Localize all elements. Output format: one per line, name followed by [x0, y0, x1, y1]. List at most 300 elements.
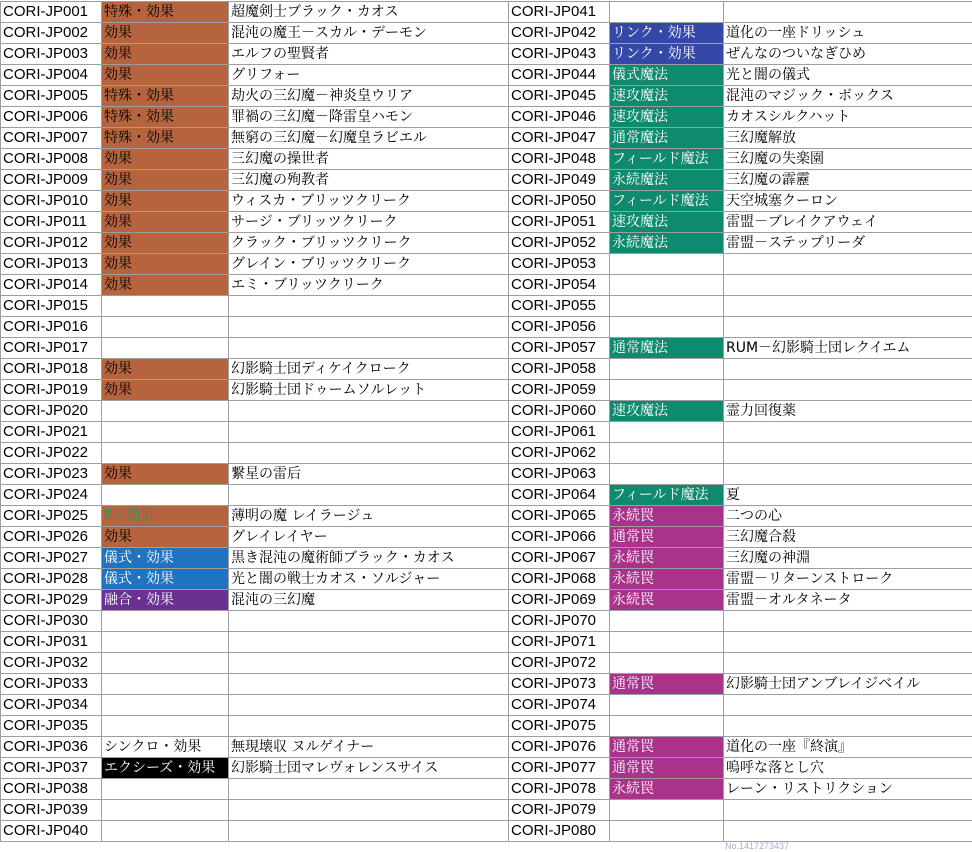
card-name-cell[interactable]: [724, 653, 972, 674]
card-code-cell[interactable]: CORI-JP053: [509, 254, 610, 275]
card-code-cell[interactable]: CORI-JP065: [509, 506, 610, 527]
card-code-cell[interactable]: CORI-JP061: [509, 422, 610, 443]
card-code-cell[interactable]: CORI-JP041: [509, 2, 610, 23]
card-code-cell[interactable]: CORI-JP009: [1, 170, 102, 191]
card-type-cell[interactable]: 特殊・効果: [102, 2, 229, 23]
card-name-cell[interactable]: 超魔剣士ブラック・カオス: [229, 2, 509, 23]
card-code-cell[interactable]: CORI-JP080: [509, 821, 610, 842]
card-type-cell[interactable]: [102, 485, 229, 506]
card-name-cell[interactable]: 三幻魔合殺: [724, 527, 972, 548]
card-name-cell[interactable]: [229, 443, 509, 464]
card-type-cell[interactable]: [610, 422, 724, 443]
card-code-cell[interactable]: CORI-JP024: [1, 485, 102, 506]
card-code-cell[interactable]: CORI-JP015: [1, 296, 102, 317]
card-type-cell[interactable]: [610, 254, 724, 275]
card-code-cell[interactable]: CORI-JP031: [1, 632, 102, 653]
card-type-cell[interactable]: [610, 275, 724, 296]
card-name-cell[interactable]: [229, 779, 509, 800]
table-row: [1, 86, 509, 107]
card-code-cell[interactable]: CORI-JP064: [509, 485, 610, 506]
card-type-cell[interactable]: [610, 296, 724, 317]
card-name-cell[interactable]: 幻影騎士団ディケイクローク: [229, 359, 509, 380]
card-name-cell[interactable]: 光と闇の儀式: [724, 65, 972, 86]
card-type-cell[interactable]: 効果: [102, 464, 229, 485]
card-type-cell[interactable]: 効果: [102, 380, 229, 401]
card-code-cell[interactable]: CORI-JP045: [509, 86, 610, 107]
card-name-cell[interactable]: [724, 611, 972, 632]
card-name-cell[interactable]: 混沌のマジック・ボックス: [724, 86, 972, 107]
card-name-cell[interactable]: 無現壊収 ヌルゲイナー: [229, 737, 509, 758]
card-type-cell[interactable]: [610, 716, 724, 737]
card-code-cell[interactable]: CORI-JP023: [1, 464, 102, 485]
card-name-cell[interactable]: [229, 632, 509, 653]
card-type-cell[interactable]: 効果: [102, 149, 229, 170]
card-type-cell[interactable]: フィールド魔法: [610, 149, 724, 170]
card-code-cell[interactable]: CORI-JP040: [1, 821, 102, 842]
card-name-cell[interactable]: [229, 338, 509, 359]
card-name-cell[interactable]: [724, 2, 972, 23]
card-name-cell[interactable]: 幻影騎士団ドゥームソルレット: [229, 380, 509, 401]
card-name-cell[interactable]: 三幻魔の神淵: [724, 548, 972, 569]
card-type-cell[interactable]: 通常罠: [610, 674, 724, 695]
card-type-cell[interactable]: 永続魔法: [610, 170, 724, 191]
card-name-cell[interactable]: [229, 422, 509, 443]
card-type-cell[interactable]: [102, 422, 229, 443]
card-type-cell[interactable]: リンク・効果: [610, 23, 724, 44]
table-row: [1, 758, 509, 779]
table-row: [1, 800, 509, 821]
card-code-cell[interactable]: CORI-JP058: [509, 359, 610, 380]
card-code-cell[interactable]: CORI-JP025: [1, 506, 102, 527]
card-code-cell[interactable]: CORI-JP072: [509, 653, 610, 674]
card-name-cell[interactable]: [724, 821, 972, 842]
card-name-cell[interactable]: 二つの心: [724, 506, 972, 527]
card-type-cell[interactable]: [610, 443, 724, 464]
card-code-cell[interactable]: CORI-JP032: [1, 653, 102, 674]
card-name-cell[interactable]: 嗚呼な落とし穴: [724, 758, 972, 779]
table-row: [509, 212, 972, 233]
card-name-cell[interactable]: 道化の一座ドリッシュ: [724, 23, 972, 44]
card-code-cell[interactable]: CORI-JP047: [509, 128, 610, 149]
card-code-cell[interactable]: CORI-JP049: [509, 170, 610, 191]
card-name-cell[interactable]: [724, 695, 972, 716]
card-name-cell[interactable]: [229, 716, 509, 737]
card-type-cell[interactable]: リンク・効果: [610, 44, 724, 65]
card-code-cell[interactable]: CORI-JP028: [1, 569, 102, 590]
table-row: [1, 443, 509, 464]
card-type-cell[interactable]: [102, 317, 229, 338]
watermark: No.1417273437: [725, 841, 790, 851]
card-code-cell[interactable]: CORI-JP017: [1, 338, 102, 359]
card-code-cell[interactable]: CORI-JP076: [509, 737, 610, 758]
card-name-cell[interactable]: RUM－幻影騎士団レクイエム: [724, 338, 972, 359]
card-name-cell[interactable]: 三幻魔解放: [724, 128, 972, 149]
card-type-cell[interactable]: [610, 2, 724, 23]
card-name-cell[interactable]: レーン・リストリクション: [724, 779, 972, 800]
card-name-cell[interactable]: [724, 422, 972, 443]
table-row: [1, 401, 509, 422]
card-type-cell[interactable]: [102, 443, 229, 464]
table-row: [1, 674, 509, 695]
card-table-left: [0, 1, 509, 842]
card-type-cell[interactable]: 効果: [102, 44, 229, 65]
card-code-cell[interactable]: CORI-JP039: [1, 800, 102, 821]
card-type-cell[interactable]: 効果: [102, 275, 229, 296]
card-type-cell[interactable]: 永続罠: [610, 506, 724, 527]
card-type-cell[interactable]: 永続罠: [610, 590, 724, 611]
card-type-cell[interactable]: [610, 359, 724, 380]
card-code-cell[interactable]: CORI-JP079: [509, 800, 610, 821]
card-name-cell[interactable]: 黒き混沌の魔術師ブラック・カオス: [229, 548, 509, 569]
card-name-cell[interactable]: [229, 653, 509, 674]
card-type-cell[interactable]: [102, 632, 229, 653]
card-type-cell[interactable]: 速攻魔法: [610, 107, 724, 128]
card-code-cell[interactable]: CORI-JP021: [1, 422, 102, 443]
card-type-cell[interactable]: フィールド魔法: [610, 485, 724, 506]
table-row: [509, 695, 972, 716]
card-type-cell[interactable]: [102, 611, 229, 632]
card-name-cell[interactable]: ウィスカ・ブリッツクリーク: [229, 191, 509, 212]
card-name-cell[interactable]: 無窮の三幻魔－幻魔皇ラビエル: [229, 128, 509, 149]
card-name-cell[interactable]: [724, 443, 972, 464]
card-type-cell[interactable]: 効果: [102, 233, 229, 254]
table-row: [1, 590, 509, 611]
card-type-cell[interactable]: [610, 380, 724, 401]
table-row: [509, 233, 972, 254]
card-name-cell[interactable]: 幻影騎士団アンブレイジベイル: [724, 674, 972, 695]
table-row: [1, 821, 509, 842]
card-name-cell[interactable]: [724, 317, 972, 338]
card-code-cell[interactable]: CORI-JP075: [509, 716, 610, 737]
card-code-cell[interactable]: CORI-JP002: [1, 23, 102, 44]
table-row: [509, 65, 972, 86]
card-name-cell[interactable]: 三幻魔の失楽園: [724, 149, 972, 170]
card-code-cell[interactable]: CORI-JP068: [509, 569, 610, 590]
card-code-cell[interactable]: CORI-JP022: [1, 443, 102, 464]
card-type-cell[interactable]: 通常魔法: [610, 338, 724, 359]
card-code-cell[interactable]: CORI-JP013: [1, 254, 102, 275]
table-row: [509, 380, 972, 401]
card-name-cell[interactable]: [724, 632, 972, 653]
card-code-cell[interactable]: CORI-JP071: [509, 632, 610, 653]
table-row: [1, 23, 509, 44]
card-code-cell[interactable]: CORI-JP073: [509, 674, 610, 695]
card-name-cell[interactable]: 繋星の雷后: [229, 464, 509, 485]
table-row: [1, 191, 509, 212]
card-type-cell[interactable]: [610, 632, 724, 653]
card-code-cell[interactable]: CORI-JP044: [509, 65, 610, 86]
card-type-cell[interactable]: 効果: [102, 527, 229, 548]
card-code-cell[interactable]: CORI-JP063: [509, 464, 610, 485]
card-name-cell[interactable]: 罪禍の三幻魔－降雷皇ハモン: [229, 107, 509, 128]
card-type-cell[interactable]: 通常罠: [610, 737, 724, 758]
table-row: [1, 464, 509, 485]
card-name-cell[interactable]: [724, 296, 972, 317]
card-type-cell[interactable]: 効果: [102, 254, 229, 275]
card-name-cell[interactable]: カオスシルクハット: [724, 107, 972, 128]
card-type-cell[interactable]: 効果: [102, 191, 229, 212]
card-name-cell[interactable]: 雷盟－ステップリーダ: [724, 233, 972, 254]
card-code-cell[interactable]: CORI-JP077: [509, 758, 610, 779]
card-name-cell[interactable]: 混沌の三幻魔: [229, 590, 509, 611]
card-code-cell[interactable]: CORI-JP046: [509, 107, 610, 128]
card-type-cell[interactable]: 効果: [102, 359, 229, 380]
card-code-cell[interactable]: CORI-JP018: [1, 359, 102, 380]
card-name-cell[interactable]: エルフの聖賢者: [229, 44, 509, 65]
card-type-cell[interactable]: 速攻魔法: [610, 86, 724, 107]
card-code-cell[interactable]: CORI-JP010: [1, 191, 102, 212]
card-name-cell[interactable]: 夏: [724, 485, 972, 506]
card-type-cell[interactable]: [102, 338, 229, 359]
card-code-cell[interactable]: CORI-JP060: [509, 401, 610, 422]
table-row: [1, 695, 509, 716]
card-name-cell[interactable]: 幻影騎士団マレヴォレンスサイス: [229, 758, 509, 779]
table-row: [509, 485, 972, 506]
card-type-cell[interactable]: [610, 611, 724, 632]
table-row: [509, 716, 972, 737]
table-row: [509, 674, 972, 695]
card-type-cell[interactable]: [102, 821, 229, 842]
card-code-cell[interactable]: CORI-JP034: [1, 695, 102, 716]
table-row: [1, 44, 509, 65]
card-type-cell[interactable]: 速攻魔法: [610, 401, 724, 422]
card-type-cell[interactable]: 効果: [102, 212, 229, 233]
card-type-cell[interactable]: [610, 317, 724, 338]
card-name-cell[interactable]: 三幻魔の操世者: [229, 149, 509, 170]
card-type-cell[interactable]: 永続罠: [610, 779, 724, 800]
card-name-cell[interactable]: [724, 464, 972, 485]
card-type-cell[interactable]: 儀式魔法: [610, 65, 724, 86]
card-name-cell[interactable]: 雷盟－リターンストローク: [724, 569, 972, 590]
table-row: [509, 2, 972, 23]
card-name-cell[interactable]: [724, 800, 972, 821]
card-type-cell[interactable]: [610, 695, 724, 716]
card-name-cell[interactable]: 雷盟－オルタネータ: [724, 590, 972, 611]
table-row: [509, 170, 972, 191]
card-code-cell[interactable]: CORI-JP038: [1, 779, 102, 800]
card-name-cell[interactable]: [229, 485, 509, 506]
card-type-cell[interactable]: 通常罠: [610, 527, 724, 548]
card-name-cell[interactable]: 混沌の魔王－スカル・デーモン: [229, 23, 509, 44]
card-type-cell[interactable]: [610, 464, 724, 485]
card-name-cell[interactable]: 道化の一座『終演』: [724, 737, 972, 758]
card-name-cell[interactable]: [229, 401, 509, 422]
table-row: [509, 590, 972, 611]
table-row: [1, 380, 509, 401]
card-code-cell[interactable]: CORI-JP037: [1, 758, 102, 779]
card-type-cell[interactable]: [610, 800, 724, 821]
table-row: [509, 107, 972, 128]
table-row: [1, 506, 509, 527]
card-code-cell[interactable]: CORI-JP048: [509, 149, 610, 170]
card-name-cell[interactable]: 光と闇の戦士カオス・ソルジャー: [229, 569, 509, 590]
card-code-cell[interactable]: CORI-JP030: [1, 611, 102, 632]
card-name-cell[interactable]: [724, 359, 972, 380]
card-name-cell[interactable]: [229, 296, 509, 317]
card-code-cell[interactable]: CORI-JP033: [1, 674, 102, 695]
card-type-cell[interactable]: 儀式・効果: [102, 569, 229, 590]
table-row: [1, 128, 509, 149]
table-row: [1, 65, 509, 86]
table-row: [1, 569, 509, 590]
card-code-cell[interactable]: CORI-JP062: [509, 443, 610, 464]
card-name-cell[interactable]: 劫火の三幻魔－神炎皇ウリア: [229, 86, 509, 107]
card-type-cell[interactable]: 通常魔法: [610, 128, 724, 149]
table-row: [509, 86, 972, 107]
table-row: [509, 779, 972, 800]
card-type-cell[interactable]: [102, 401, 229, 422]
table-row: [1, 233, 509, 254]
card-code-cell[interactable]: CORI-JP035: [1, 716, 102, 737]
table-row: [1, 2, 509, 23]
card-name-cell[interactable]: 薄明の魔 レイラージュ: [229, 506, 509, 527]
table-row: [1, 149, 509, 170]
card-code-cell[interactable]: CORI-JP067: [509, 548, 610, 569]
card-code-cell[interactable]: CORI-JP057: [509, 338, 610, 359]
card-name-cell[interactable]: [724, 254, 972, 275]
card-code-cell[interactable]: CORI-JP011: [1, 212, 102, 233]
table-row: [509, 44, 972, 65]
card-type-cell[interactable]: 通常罠: [610, 758, 724, 779]
card-code-cell[interactable]: CORI-JP007: [1, 128, 102, 149]
card-name-cell[interactable]: 霊力回復薬: [724, 401, 972, 422]
card-name-cell[interactable]: エミ・ブリッツクリーク: [229, 275, 509, 296]
card-code-cell[interactable]: CORI-JP050: [509, 191, 610, 212]
card-code-cell[interactable]: CORI-JP036: [1, 737, 102, 758]
card-type-cell[interactable]: 特殊・効果: [102, 86, 229, 107]
table-row: [509, 359, 972, 380]
table-row: [1, 611, 509, 632]
card-type-cell[interactable]: 儀式・効果: [102, 548, 229, 569]
card-code-cell[interactable]: CORI-JP016: [1, 317, 102, 338]
card-name-cell[interactable]: [724, 275, 972, 296]
card-type-cell[interactable]: 永続魔法: [610, 233, 724, 254]
card-type-cell[interactable]: [102, 674, 229, 695]
card-name-cell[interactable]: 三幻魔の霹靂: [724, 170, 972, 191]
card-code-cell[interactable]: CORI-JP043: [509, 44, 610, 65]
card-name-cell[interactable]: グレイン・ブリッツクリーク: [229, 254, 509, 275]
card-name-cell[interactable]: 天空城塞クーロン: [724, 191, 972, 212]
card-code-cell[interactable]: CORI-JP006: [1, 107, 102, 128]
table-row: [509, 632, 972, 653]
card-type-cell[interactable]: P・効果: [102, 506, 229, 527]
card-type-cell[interactable]: 永続罠: [610, 548, 724, 569]
card-type-cell[interactable]: 速攻魔法: [610, 212, 724, 233]
table-row: [509, 569, 972, 590]
table-row: [1, 485, 509, 506]
card-type-cell[interactable]: シンクロ・効果: [102, 737, 229, 758]
card-name-cell[interactable]: [229, 821, 509, 842]
card-type-cell[interactable]: 効果: [102, 23, 229, 44]
card-type-cell[interactable]: 効果: [102, 65, 229, 86]
table-row: [509, 611, 972, 632]
card-name-cell[interactable]: [229, 695, 509, 716]
table-row: [1, 359, 509, 380]
card-code-cell[interactable]: CORI-JP054: [509, 275, 610, 296]
card-code-cell[interactable]: CORI-JP042: [509, 23, 610, 44]
card-code-cell[interactable]: CORI-JP051: [509, 212, 610, 233]
card-code-cell[interactable]: CORI-JP078: [509, 779, 610, 800]
card-code-cell[interactable]: CORI-JP001: [1, 2, 102, 23]
card-code-cell[interactable]: CORI-JP004: [1, 65, 102, 86]
card-type-cell[interactable]: フィールド魔法: [610, 191, 724, 212]
card-type-cell[interactable]: 効果: [102, 170, 229, 191]
card-code-cell[interactable]: CORI-JP066: [509, 527, 610, 548]
card-code-cell[interactable]: CORI-JP056: [509, 317, 610, 338]
table-row: [1, 170, 509, 191]
table-row: [1, 422, 509, 443]
table-row: [1, 275, 509, 296]
table-row: [509, 338, 972, 359]
table-row: [509, 296, 972, 317]
card-name-cell[interactable]: クラック・ブリッツクリーク: [229, 233, 509, 254]
card-code-cell[interactable]: CORI-JP029: [1, 590, 102, 611]
card-name-cell[interactable]: ぜんなのついなぎひめ: [724, 44, 972, 65]
card-type-cell[interactable]: 特殊・効果: [102, 107, 229, 128]
card-code-cell[interactable]: CORI-JP019: [1, 380, 102, 401]
table-row: [1, 296, 509, 317]
card-code-cell[interactable]: CORI-JP020: [1, 401, 102, 422]
table-row: [509, 548, 972, 569]
card-type-cell[interactable]: 特殊・効果: [102, 128, 229, 149]
card-code-cell[interactable]: CORI-JP026: [1, 527, 102, 548]
card-name-cell[interactable]: グリフォー: [229, 65, 509, 86]
card-type-cell[interactable]: [102, 695, 229, 716]
card-type-cell[interactable]: [610, 653, 724, 674]
card-code-cell[interactable]: CORI-JP074: [509, 695, 610, 716]
card-name-cell[interactable]: [229, 674, 509, 695]
card-type-cell[interactable]: [102, 779, 229, 800]
table-row: [509, 275, 972, 296]
card-name-cell[interactable]: サージ・ブリッツクリーク: [229, 212, 509, 233]
card-type-cell[interactable]: 融合・効果: [102, 590, 229, 611]
card-name-cell[interactable]: 雷盟－ブレイクアウェイ: [724, 212, 972, 233]
card-code-cell[interactable]: CORI-JP003: [1, 44, 102, 65]
card-name-cell[interactable]: [229, 800, 509, 821]
table-row: [509, 149, 972, 170]
card-code-cell[interactable]: CORI-JP012: [1, 233, 102, 254]
card-type-cell[interactable]: [102, 800, 229, 821]
card-code-cell[interactable]: CORI-JP059: [509, 380, 610, 401]
card-type-cell[interactable]: [102, 296, 229, 317]
card-name-cell[interactable]: [724, 716, 972, 737]
table-row: [509, 191, 972, 212]
card-name-cell[interactable]: [724, 380, 972, 401]
card-name-cell[interactable]: 三幻魔の殉教者: [229, 170, 509, 191]
table-row: [1, 653, 509, 674]
card-code-cell[interactable]: CORI-JP055: [509, 296, 610, 317]
table-row: [509, 737, 972, 758]
card-name-cell[interactable]: グレイレイヤー: [229, 527, 509, 548]
card-type-cell[interactable]: 永続罠: [610, 569, 724, 590]
card-code-cell[interactable]: CORI-JP005: [1, 86, 102, 107]
card-code-cell[interactable]: CORI-JP070: [509, 611, 610, 632]
card-code-cell[interactable]: CORI-JP052: [509, 233, 610, 254]
card-type-cell[interactable]: エクシーズ・効果: [102, 758, 229, 779]
table-row: [1, 527, 509, 548]
card-name-cell[interactable]: [229, 317, 509, 338]
card-code-cell[interactable]: CORI-JP014: [1, 275, 102, 296]
card-code-cell[interactable]: CORI-JP027: [1, 548, 102, 569]
card-code-cell[interactable]: CORI-JP069: [509, 590, 610, 611]
card-code-cell[interactable]: CORI-JP008: [1, 149, 102, 170]
card-type-cell[interactable]: [102, 716, 229, 737]
table-row: [509, 23, 972, 44]
card-type-cell[interactable]: [610, 821, 724, 842]
card-type-cell[interactable]: [102, 653, 229, 674]
table-row: [509, 443, 972, 464]
card-name-cell[interactable]: [229, 611, 509, 632]
